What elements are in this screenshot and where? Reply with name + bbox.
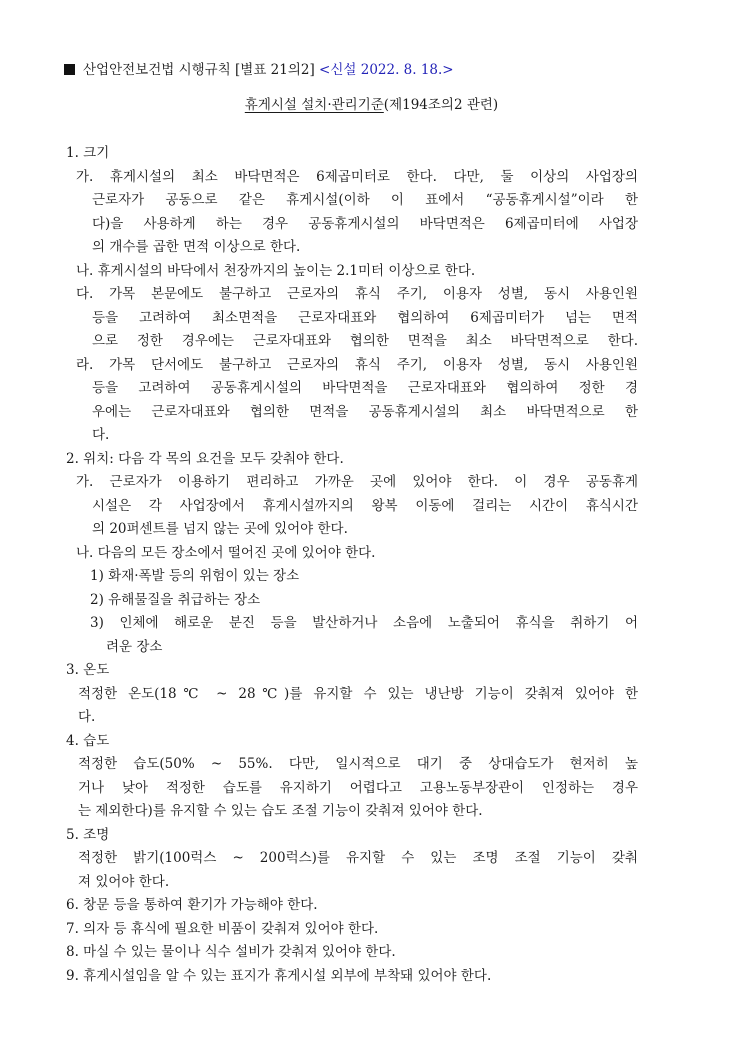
body-line: 다. 가목 본문에도 불구하고 근로자의 휴식 주기, 이용자 성별, 동시 사용인원 [76, 286, 638, 302]
body-line: 적정한 밝기(100럭스 ~ 200럭스)를 유지할 수 있는 조명 조절 기능이 갖춰 [78, 850, 638, 866]
body-line: 시설은 각 사업장에서 휴게시설까지의 왕복 이동에 걸리는 시간이 휴식시간 [92, 497, 638, 514]
body-line: 져 있어야 한다. [78, 873, 170, 890]
title-reference: (제194조의2 관련) [383, 97, 499, 113]
black-square-icon [64, 64, 75, 75]
body-line: 적정한 온도(18℃ ~ 28℃)를 유지할 수 있는 냉난방 기능이 갖춰져 있어야 한 [78, 685, 638, 702]
body-line: 7. 의자 등 휴식에 필요한 비품이 갖춰져 있어야 한다. [66, 920, 379, 937]
body-line: 6. 창문 등을 통하여 환기가 가능해야 한다. [66, 897, 318, 913]
body-line: 2) 유해물질을 취급하는 장소 [90, 591, 261, 608]
body-line: 1. 크기 [66, 145, 110, 161]
document-title [0, 93, 743, 113]
body-line: 려운 장소 [106, 638, 163, 655]
law-name: 산업안전보건법 시행규칙 [별표 21의2] [83, 62, 315, 78]
body-line: 우에는 근로자대표와 협의한 면적을 공동휴게시설의 최소 바닥면적으로 한 [92, 403, 638, 420]
body-line: 는 제외한다)를 유지할 수 있는 습도 조절 기능이 갖춰져 있어야 한다. [78, 803, 483, 819]
body-line: 2. 위치: 다음 각 목의 요건을 모두 갖춰야 한다. [66, 450, 344, 467]
title-main: 휴게시설 설치·관리기준 [244, 97, 384, 113]
body-line: 다. [92, 427, 110, 443]
body-line: 의 개수를 곱한 면적 이상으로 한다. [92, 239, 301, 255]
body-line: 3. 온도 [66, 662, 110, 678]
body-line: 적정한 습도(50% ~ 55%. 다만, 일시적으로 대기 중 상대습도가 현저히 높 [78, 756, 638, 772]
body-line: 근로자가 공동으로 같은 휴게시설(이하 이 표에서 “공동휴게시설”이라 한 [92, 192, 638, 208]
body-line: 1) 화재·폭발 등의 위험이 있는 장소 [90, 568, 300, 584]
body-line: 가. 근로자가 이용하기 편리하고 가까운 곳에 있어야 한다. 이 경우 공동휴게 [76, 474, 638, 490]
body-line: 의 20퍼센트를 넘지 않는 곳에 있어야 한다. [92, 521, 348, 537]
regulation-body [66, 142, 638, 988]
amendment-note: <신설 2022. 8. 18.> [319, 62, 454, 78]
body-line: 등을 고려하여 공동휴게시설의 바닥면적을 근로자대표와 협의하여 정한 경 [92, 380, 638, 396]
body-line: 9. 휴게시설임을 알 수 있는 표지가 휴게시설 외부에 부착돼 있어야 한다. [66, 967, 492, 984]
body-line: 8. 마실 수 있는 물이나 식수 설비가 갖춰져 있어야 한다. [66, 944, 396, 960]
body-line: 으로 정한 경우에는 근로자대표와 협의한 면적을 최소 바닥면적으로 한다. [92, 333, 638, 349]
body-line: 나. 다음의 모든 장소에서 떨어진 곳에 있어야 한다. [76, 544, 376, 561]
body-line: 등을 고려하여 최소면적을 근로자대표와 협의하여 6제곱미터가 넘는 면적 [92, 309, 638, 326]
body-line: 4. 습도 [66, 732, 110, 749]
body-line: 다. [78, 709, 96, 725]
body-line: 3) 인체에 해로운 분진 등을 발산하거나 소음에 노출되어 휴식을 취하기 어 [90, 615, 638, 631]
law-header [64, 58, 454, 78]
body-line: 다)을 사용하게 하는 경우 공동휴게시설의 바닥면적은 6제곱미터에 사업장 [92, 215, 638, 232]
body-line: 나. 휴게시설의 바닥에서 천장까지의 높이는 2.1미터 이상으로 한다. [76, 262, 476, 279]
body-line: 거나 낮아 적정한 습도를 유지하기 어렵다고 고용노동부장관이 인정하는 경우 [78, 779, 638, 796]
body-line: 라. 가목 단서에도 불구하고 근로자의 휴식 주기, 이용자 성별, 동시 사용인원 [76, 356, 638, 373]
body-line: 5. 조명 [66, 826, 110, 843]
body-line: 가. 휴게시설의 최소 바닥면적은 6제곱미터로 한다. 다만, 둘 이상의 사업장의 [76, 168, 638, 185]
